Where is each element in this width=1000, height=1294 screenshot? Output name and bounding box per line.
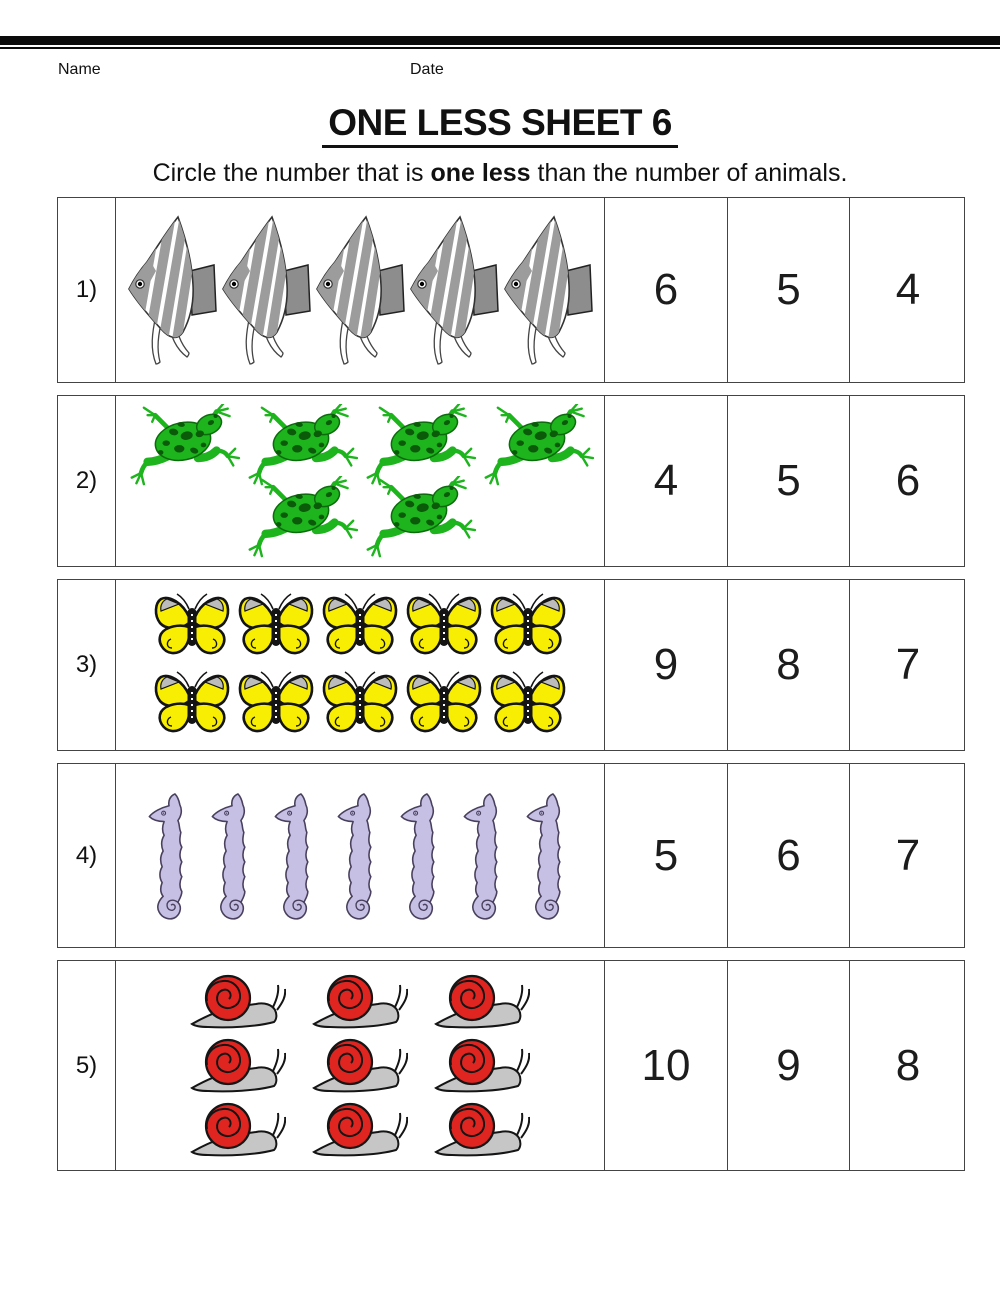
snail-image: [433, 973, 531, 1031]
animal-line: [189, 973, 531, 1031]
animal-group-frog: [115, 396, 604, 566]
seahorse-image: [147, 792, 195, 920]
frog-image: [360, 476, 478, 558]
animal-line: [151, 671, 569, 737]
answer-option[interactable]: 5: [727, 198, 849, 382]
snail-image: [189, 1037, 287, 1095]
answer-option[interactable]: 7: [849, 764, 966, 947]
answer-option[interactable]: 9: [727, 961, 849, 1170]
angelfish-image: [314, 215, 406, 365]
animal-group-seahorse: [115, 764, 604, 947]
answer-option[interactable]: 10: [604, 961, 727, 1170]
problem-row-3: [57, 579, 965, 751]
frog-image: [242, 476, 360, 558]
animal-line: [151, 593, 569, 659]
row-number-label: 2): [75, 467, 98, 494]
frog-image: [242, 404, 360, 486]
snail-image: [433, 1037, 531, 1095]
angelfish-image: [220, 215, 312, 365]
instructions-bold: one less: [430, 159, 531, 187]
row-number-label: 3): [75, 651, 98, 678]
animal-group-butterfly: [115, 580, 604, 750]
frog-image: [478, 404, 596, 486]
problem-row-1: [57, 197, 965, 383]
title-wrap: [0, 104, 1000, 148]
row-number-label: 1): [75, 276, 98, 303]
worksheet-table: [57, 197, 965, 1183]
frog-image: [360, 404, 478, 486]
butterfly-image: [319, 671, 401, 737]
animal-group-snail: [115, 961, 604, 1170]
answer-option[interactable]: 8: [849, 961, 966, 1170]
animal-line: [242, 476, 478, 558]
snail-image: [311, 973, 409, 1031]
butterfly-image: [235, 671, 317, 737]
animal-line: [147, 792, 573, 920]
answer-option[interactable]: 8: [727, 580, 849, 750]
problem-row-4: [57, 763, 965, 948]
butterfly-image: [487, 671, 569, 737]
seahorse-image: [525, 792, 573, 920]
top-rule-thin: [0, 47, 1000, 49]
frog-image: [124, 404, 242, 486]
seahorse-image: [336, 792, 384, 920]
answer-option[interactable]: 5: [604, 764, 727, 947]
butterfly-image: [487, 593, 569, 659]
seahorse-image: [273, 792, 321, 920]
butterfly-image: [403, 593, 485, 659]
snail-image: [311, 1037, 409, 1095]
instructions: [0, 159, 1000, 188]
answer-option[interactable]: 6: [849, 396, 966, 566]
answer-option[interactable]: 7: [849, 580, 966, 750]
answer-option[interactable]: 4: [849, 198, 966, 382]
problem-row-2: [57, 395, 965, 567]
snail-image: [189, 973, 287, 1031]
snail-image: [189, 1101, 287, 1159]
answer-option[interactable]: 9: [604, 580, 727, 750]
row-number-label: 4): [75, 841, 98, 869]
answer-option[interactable]: 4: [604, 396, 727, 566]
seahorse-image: [462, 792, 510, 920]
butterfly-image: [403, 671, 485, 737]
butterfly-image: [235, 593, 317, 659]
seahorse-image: [210, 792, 258, 920]
instructions-prefix: Circle the number that is: [152, 159, 431, 187]
page-title: ONE LESS SHEET 6: [322, 104, 678, 148]
name-label: Name: [58, 61, 101, 78]
butterfly-image: [151, 671, 233, 737]
answer-option[interactable]: 6: [604, 198, 727, 382]
angelfish-image: [126, 215, 218, 365]
instructions-suffix: than the number of animals.: [530, 159, 848, 187]
answer-option[interactable]: 5: [727, 396, 849, 566]
date-label: Date: [410, 61, 444, 78]
problem-row-5: [57, 960, 965, 1171]
snail-image: [311, 1101, 409, 1159]
animal-line: [189, 1037, 531, 1095]
row-number-label: 5): [75, 1051, 98, 1079]
top-rule-thick: [0, 36, 1000, 45]
seahorse-image: [399, 792, 447, 920]
animal-line: [189, 1101, 531, 1159]
butterfly-image: [319, 593, 401, 659]
snail-image: [433, 1101, 531, 1159]
butterfly-image: [151, 593, 233, 659]
animal-group-angelfish: [115, 198, 604, 382]
angelfish-image: [502, 215, 594, 365]
animal-line: [124, 404, 596, 486]
animal-line: [126, 215, 594, 365]
angelfish-image: [408, 215, 500, 365]
answer-option[interactable]: 6: [727, 764, 849, 947]
